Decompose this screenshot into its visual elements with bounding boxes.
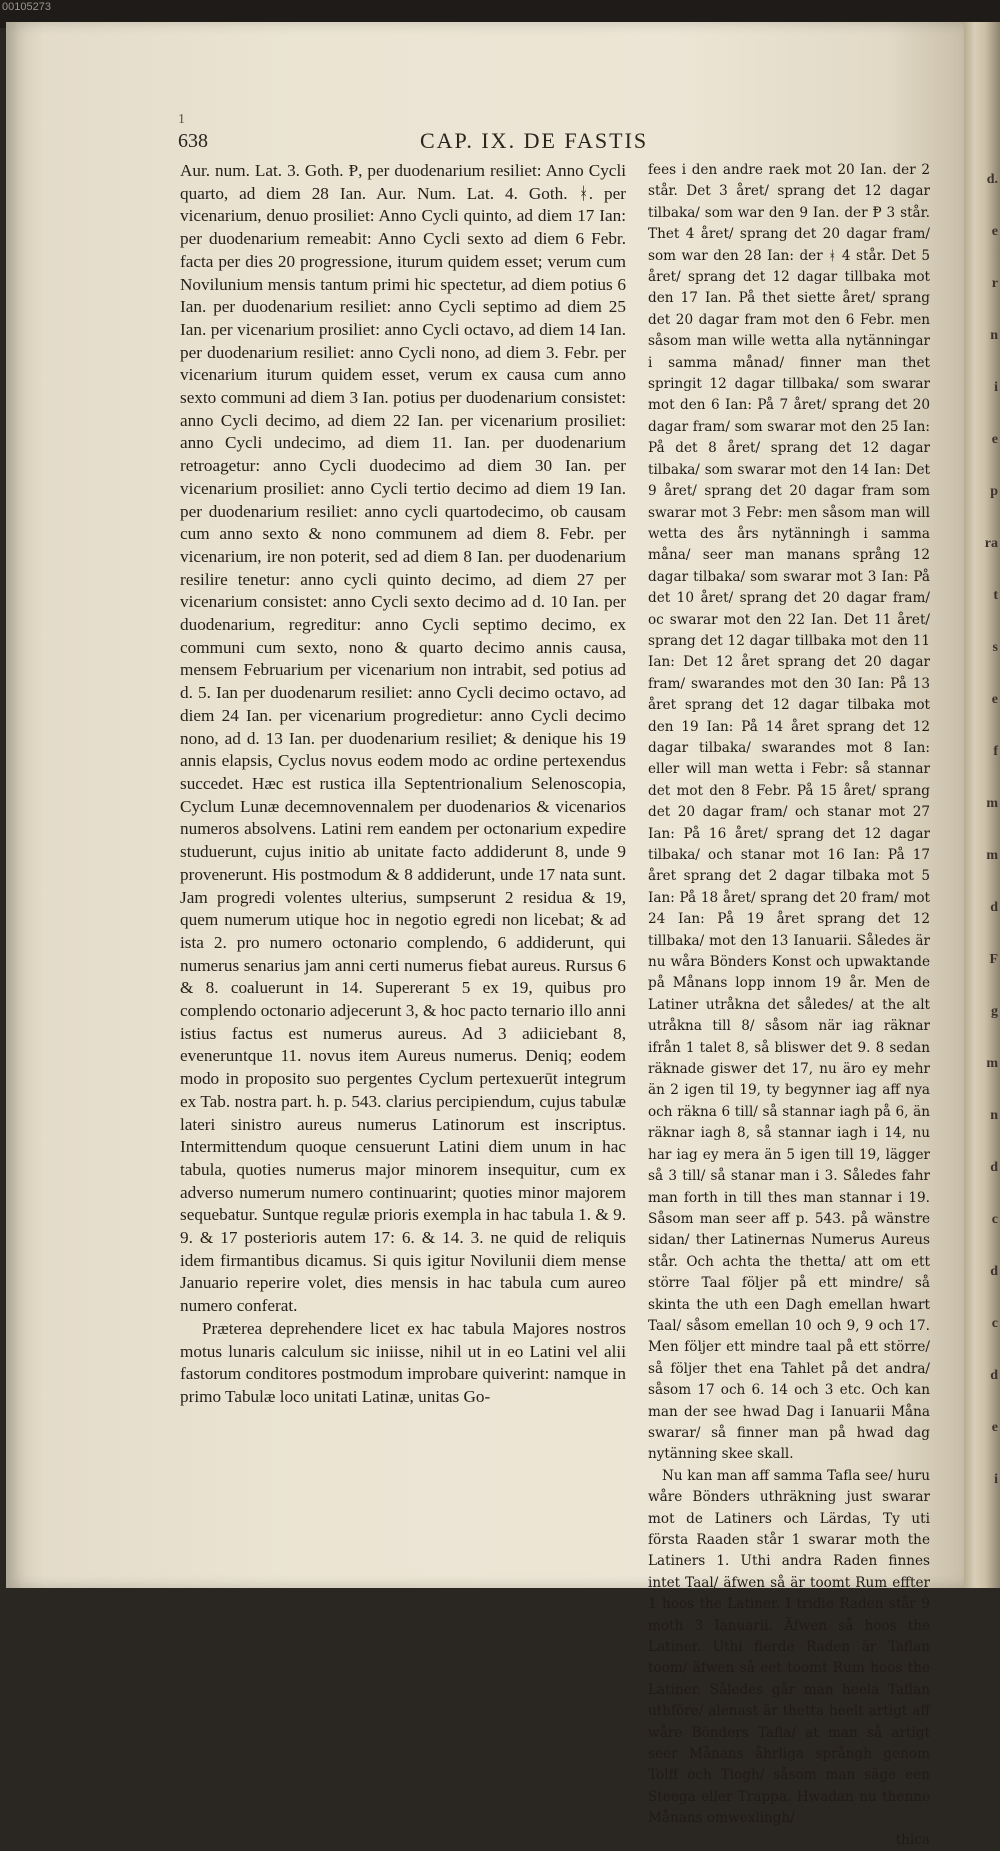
edge-letter: c	[991, 1212, 998, 1227]
edge-letter: i	[994, 1472, 998, 1487]
facing-page-edge	[964, 22, 1000, 1588]
edge-letter: e	[991, 224, 998, 239]
edge-letter: m	[986, 1056, 998, 1071]
edge-letter: n	[990, 1108, 998, 1123]
edge-letter: g	[991, 1004, 998, 1019]
catchword: thica	[895, 1831, 930, 1848]
swedish-paragraph-2: Nu kan man aff samma Tafla see/ huru wåre Bönders uthräkning just swarar mot de Latiners och Lärdas, Ty uti första Raaden står 1 swarar moth the Latiners 1. Uthi andra Raden finnes intet Taal/ äfwen så är toomt Rum effter 1 hoos the Latiner. I tridie Raden står 9 moth 3 Ianuarii. Äfwen så hoos the Latiner. Uthi fierde Raden är Taflan toom/ äfwen så eet toomt Rum hoos the Latiner. Således går man heela Taflan uthföre/ alenast är thetta heelt artigt aff wåre Bönders Tafla/ at man så artigt seer Månans åhrliga språngh genom Tolff och Tiogh/ såsom man säge een Steega eller Trappa. Hwadan nu thenne Månans omwexlingh/	[648, 1467, 930, 1827]
page-number: 638	[178, 130, 208, 152]
edge-letter: p	[990, 484, 998, 499]
edge-letter: s	[992, 640, 998, 655]
edge-letter: F	[989, 952, 998, 967]
edge-letter: n	[990, 328, 998, 343]
swedish-paragraph-1: fees i den andre raek mot 20 Ian. der 2 står. Det 3 året/ sprang det 12 dagar tilbaka/ som war den 9 Ian. der Ᵽ 3 står. Thet 4 året/ sprang det 20 dagar fram/ som war den 28 Ian: der ᚼ 4 står. Det 5 året/ sprang det 12 dagar tillbaka mot den 17 Ian. På thet siette året/ sprang det 20 dagar fram mot den 6 Febr. men såsom man wille wetta alla nytänningar i samma månad/ finner man thet springit 12 dagar tillbaka/ som swarar mot den 6 Ian: På 7 året/ sprang det 20 dagar fram/ som swarar mot den 25 Ian: På det 8 året/ sprang det 12 dagar tilbaka/ som swarar mot den 14 Ian: Det 9 året/ sprang det 20 dagar fram som swarar mot 3 Febr: men såsom man will wetta des års nytänningh i samma måna/ seer man manans språng 12 dagar tilbaka/ som swarar mot 3 Ian: På det 10 året/ sprang det 20 dagar fram/ oc swarar mot den 22 Ian. Det 11 året/ sprang det 12 dagar tillbaka mot den 11 Ian: Det 12 året sprang det 20 dagar fram/ swarandes mot den 30 Ian: På 13 året sprang det 12 dagar tilbaka mot den 19 Ian: På 14 året sprang det 12 dagar tilbaka/ swarandes mot 8 Ian: eller will man wetta i Febr: så stannar det mot den 8 Febr. På 15 året/ sprang det 20 dagar fram/ och stanar mot 27 Ian: På 16 året/ sprang det 12 dagar tilbaka/ och stanar mot 16 Ian: På 17 året sprang det 2 dagar tilbaka mot 5 Ian: På 18 året/ sprang det 20 fram/ mot 24 Ian: På 19 året sprang det 12 tillbaka/ mot den 13 Ianuarii. Således är nu wåra Bönders Konst och upwaktande på Månans lopp innom 19 år. Men de Latiner utråkna det således/ at the alt utråkna till 8/ såsom när iag räknar ifrån 1 talet 8, så bliswer det 9. 8 sedan räknade giswer det 17, nu äro ey mehr än 2 igen til 19, ty begynner iag aff nya och räkna 6 till/ så stannar iagh på 6, än räknar iagh 8, så stannar iagh i 14, nu har iag ey mera än 5 igen till 19, lägger så 3 till/ så stanar man i 3. Således fahr man forth in till thes man stannar i 19. Såsom man seer aff p. 543. på wänstre sidan/ ther Latinernas Numerus Aureus står. Och achta the thetta/ att om ett större Taal följer på ett mindre/ så skinta the uth een Dagh emellan hwart Taal/ såsom emellan 10 och 9, 9 och 17. Men följer ett mindre taal på ett större/ så följer thet ena Tahlet på det andra/ såsom 17 och 6. 14 och 3 etc. Och kan man der see hwad Dag i Ianuarii Måna swarar/ så finner man på hwad dag nytänning skee skall.	[648, 162, 930, 1463]
edge-letter: d.	[986, 172, 998, 187]
edge-letter: i	[994, 380, 998, 395]
edge-letter: c	[991, 1316, 998, 1331]
edge-letter: t	[993, 588, 998, 603]
edge-letter: f	[993, 744, 998, 759]
scan-identifier: 00105273	[2, 1, 51, 13]
edge-letter: m	[986, 796, 998, 811]
latin-column	[180, 160, 626, 1409]
edge-letter: e	[991, 1420, 998, 1435]
latin-paragraph-1: Aur. num. Lat. 3. Goth. Ᵽ, per duodenarium resiliet: Anno Cycli quarto, ad diem 28 Ian. Aur. Num. Lat. 4. Goth. ᚼ. per vicenarium, denuo prosiliet: Anno Cycli quinto, ad diem 17 Ian: per duodenarium remeabit: Anno Cycli sexto ad diem 6 Febr. facta per dies 20 progressione, iturum quidem esset; verum cum Novilunium mensis tantum primi hic spectetur, ad diem potius 6 Ian. per duodenarium resiliet: anno Cycli septimo ad diem 25 Ian. per vicenarium prosiliet: anno Cycli octavo, ad diem 14 Ian. per duodenarium resiliet: anno Cycli nono, ad diem 3. Febr. per vicenarium iturum quidem esset, verum ex causa cum anno sexto communi ad diem 3 Ian. potius per duodenarium consistet: anno Cycli decimo, ad diem 22 Ian. per vicenarium prosiliet: anno Cycli undecimo, ad diem 11. Ian. per duodenarium retroagetur: anno Cycli duodecimo ad diem 30 Ian. per vicenarium prosiliet: anno Cycli tertio decimo ad diem 19 Ian. per duodenarium resiliet: anno cycli quartodecimo, ob causam cum anno sexto & nono communem ad diem 8. Febr. per vicenarium, ire non poterit, sed ad diem 8 Ian. per duodenarium resilire tenetur: anno cycli quinto decimo, ad diem 27 per vicenarium consistet: anno Cycli sexto decimo ad d. 10 Ian. per duodenarium, regreditur: anno Cycli septimo decimo, ex communi cum sexto, nono & quarto decimo annis causa, mensem Februarium per vicenarium non intrabit, sed potius ad d. 5. Ian per duodenarum resiliet: anno Cycli decimo octavo, ad diem 24 Ian. per vicenarium progredietur: anno Cycli decimo nono, ad d. 13 Ian. per duodenarium resiliet; & denique his 19 annis elapsis, Cyclus novus eodem modo ac ordine pertexendus succedet. Hæc est rustica illa Septentrionalium Selenoscopia, Cyclum Lunæ decemnovennalem per duodenarios & vicenarios numeros absolvens. Latini rem eandem per octonarium expedire studuerunt, cujus initio ab unitate facto addiderunt 8, unde 9 provenerunt. His postmodum & 8 addiderunt, unde 17 nata sunt. Jam progredi volentes ulterius, sumpserunt 2 residua & 19, quem numerum utique hoc in negotio egredi non licebat; & ad ista 2. pro numero octonario complendo, 6 addiderunt, qui numerus senarius jam anni certi numerus fiebat aureus. Rursus 6 & 8. coaluerunt in 14. Supererant 5 ex 19, quibus pro complendo octonario adjecerunt 3, & hoc pacto ternario illo anni istius factus est numerus aureus. Ad 3 adiiciebant 8, eveneruntque 11. novus item Aureus numerus. Deniq; eodem modo in proposito suo pergentes Cyclum pertexuerūt integrum ex Tab. nostra part. h. p. 543. clarius percipiendum, cujus tabulæ lateri sinistro aureus numerus Latinorum est inscriptus. Intermittendum quoque censuerunt Latini diem unum in hac tabula, quoties numerus major minorem insequitur, cum ex adverso numerum numero continuarint; quoties minor majorem sequebatur. Suntque regulæ prioris exempla in hac tabula 1. & 9. 9. & 17 posterioris autem 17: 6. & 14. 3. ne quid de reliquis idem firmantibus dicamus. Si quis igitur Novilunii diem mense Januario reperire volet, dies mensis in hac tabula cum aureo numero conferat.	[180, 161, 626, 1316]
edge-letter: r	[991, 276, 998, 291]
latin-paragraph-2: Præterea deprehendere licet ex hac tabula Majores nostros motus lunaris calculum sic iniisse, nihil ut in eo Latini vel alii fastorum conditores postmodum improbare quiverint: namque in primo Tabulæ loco unitati Latinæ, unitas Go-	[180, 1318, 626, 1406]
swedish-column	[648, 160, 930, 1851]
edge-letter: e	[991, 692, 998, 707]
running-head: CAP. IX. DE FASTIS	[420, 128, 649, 153]
edge-letter: m	[986, 848, 998, 863]
edge-letter: d	[990, 1160, 998, 1175]
margin-mark: 1	[178, 112, 185, 127]
edge-letter: e	[991, 432, 998, 447]
edge-letter: ra	[984, 536, 998, 551]
edge-letter: d	[990, 1368, 998, 1383]
edge-letter: d	[990, 900, 998, 915]
edge-letter: d	[990, 1264, 998, 1279]
